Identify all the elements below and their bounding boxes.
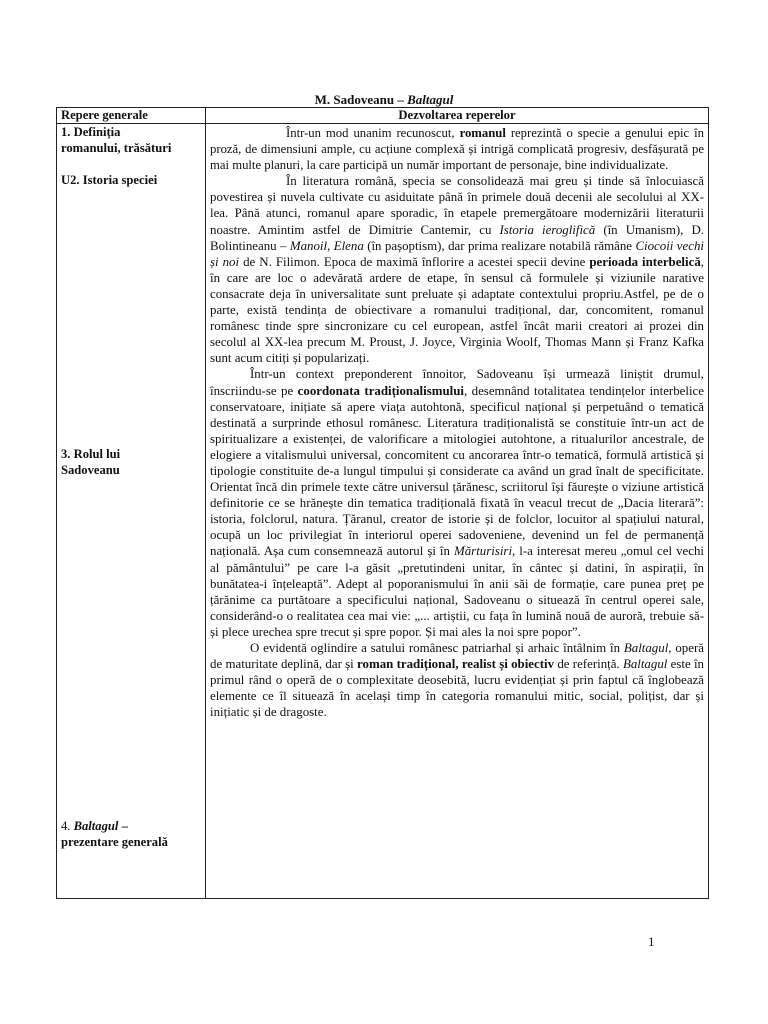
label-rolul-lui-sadoveanu: 3. Rolul lui Sadoveanu: [61, 447, 121, 477]
label-definitia-romanului: 1. Definiția romanului, trăsături: [61, 125, 172, 155]
paragraph-definitie: Într-un mod unanim recunoscut, romanul reprezintă o specie a genului epic în proză, de dimensiuni ample, cu acțiune complexă și intrigă complicată progresiv, desfășurată pe mai multe planuri, la care participă un număr important de personaje, bine individualizate.: [210, 126, 705, 173]
paragraph-rolul-sadoveanu: Într-un context preponderent înnoitor, Sadoveanu își urmează liniștit drumul, înscriindu-se pe coordonata tradiționalismului, desemnând totalitatea tendințelor interbelice conservatoare, inițiate să apere viața autohtonă, specificul național și perpetuând o tematică destinată a surprinde ethosul românesc. Literatura tradiționalistă se constituie într-un act de spiritualizare a existenței, de valorificare a mitologiei autohtone, a ritualurilor ancestrale, de elogiere a vitalismului universal, concomitent cu ancorarea într-o tematică, formulă artistică și tipologie constituite de-a lungul timpului și considerate ca având un grad înalt de specificitate. Orientat încă din primele texte către universul țărănesc, scriitorul își făurește o viziune artistică definitorie ce se hrănește din tematica tradițională fixată în veacul trecut de „Dacia literară”: istoria, folclorul, natura. Țăranul, creator de istorie și de folclor, locuitor al spațiului natural, ocupă un loc privilegiat în interiorul operei sadoveniene, devenind un fel de permanență națională. Așa cum consemnează autorul și în Mărturisiri, l-a interesat mereu „omul cel vechi al pământului” pe care l-a găsit „pretutindeni unitar, în cântec și datini, în aspirații, în bunătatea-i înțeleaptă”. Adept al poporanismului în anii săi de formație, care punea preț pe țărănime ca purtătoare a specificului național, Sadoveanu o situează în centrul operei sale, considerând-o o realitatea cea mai vie: „... artiștii, cu fața în lumină nouă de auroră, trebuie să-și plece urechea spre trecut și spre popor. Și mai ales la noi spre popor”.: [210, 367, 704, 639]
title-work: Baltagul: [407, 92, 454, 107]
label-istoria-speciei: U2. Istoria speciei: [61, 173, 158, 187]
outline-table: [56, 107, 709, 899]
header-dezvoltarea-reperelor: Dezvoltarea reperelor: [206, 108, 709, 124]
title-author: M. Sadoveanu –: [314, 92, 404, 107]
table-body-row: [57, 124, 709, 899]
right-column-cell: [206, 124, 709, 899]
label-baltagul-prezentare: 4. Baltagul – prezentare generală: [61, 819, 168, 849]
page-number: 1: [648, 934, 655, 949]
header-repere-generale: Repere generale: [57, 108, 206, 124]
table-header-row: [57, 108, 709, 124]
paragraph-baltagul: O evidentă oglindire a satului românesc patriarhal și arhaic întâlnim în Baltagul, operă de maturitate deplină, dar și roman tradițional, realist și obiectiv de referință. Baltagul este în primul rând o operă de o complexitate deosebită, lucru evidențiat și prin faptul că înglobează elemente ce îl situează în același timp în categoria romanului mitic, social, polițist, dar și inițiatic și de dragoste.: [210, 641, 704, 720]
paragraph-istoria-speciei: În literatura română, specia se consolidează mai greu și tinde să înlocuiască povestirea și nuvela cultivate cu asiduitate până în primele două decenii ale secolului al XX-lea. Până atunci, romanul apare sporadic, în etapele premergătoare modernizării literaturii noastre. Amintim astfel de Dimitrie Cantemir, cu Istoria ieroglifică (în Umanism), D. Bolintineanu – Manoil, Elena (în pașoptism), dar prima realizare notabilă rămâne Ciocoii vechi și noi de N. Filimon. Epoca de maximă înflorire a acestei specii devine perioada interbelică, în care are loc o adevărată ardere de etape, în sensul că formulele și viziunile narative consacrate deja în universalitate sunt preluate și adaptate contextului propriu.Astfel, pe de o parte, există tendința de obiectivare a romanului tradițional, dar, concomitent, romanul românesc tinde spre sincronizare cu cel european, astfel încât marii creatori ai prozei din secolul al XX-lea precum M. Proust, J. Joyce, Virginia Woolf, Thomas Mann și Franz Kafka sunt acum citiți și popularizați.: [210, 174, 704, 366]
document-title: [0, 92, 768, 108]
left-column-cell: [57, 124, 206, 899]
